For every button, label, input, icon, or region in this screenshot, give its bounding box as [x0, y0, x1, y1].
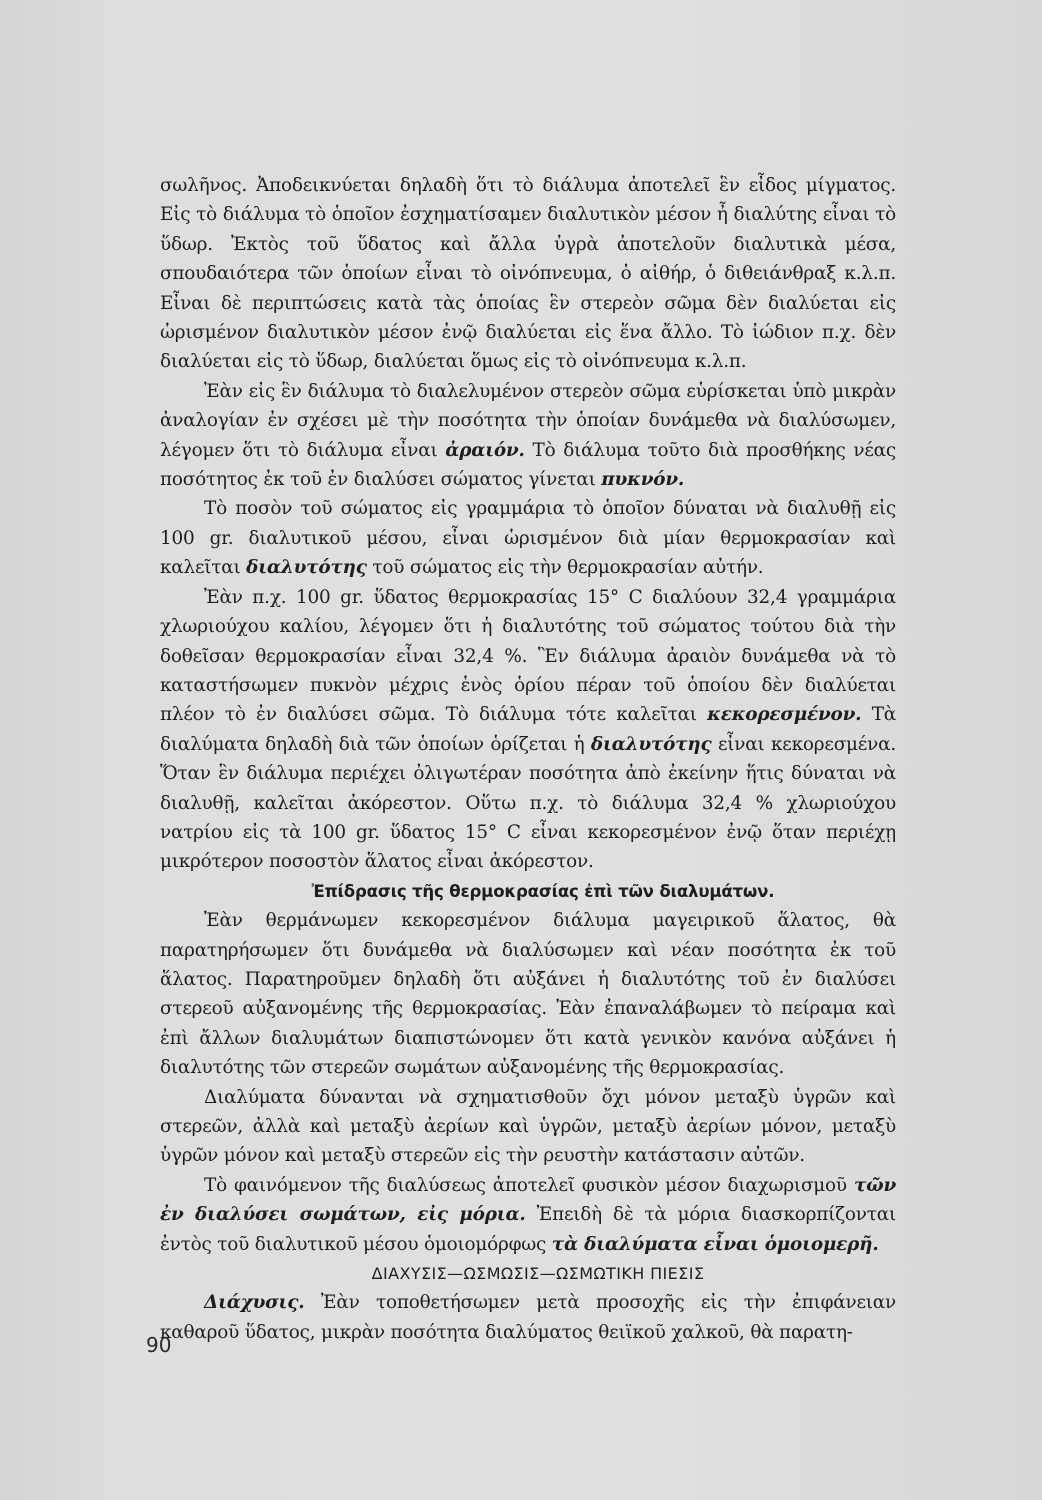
subsection-heading [160, 877, 896, 906]
paragraph [160, 583, 896, 877]
emphasized-term: πυκνόν. [601, 469, 685, 491]
emphasized-term: ἀραιόν. [445, 439, 525, 461]
page-number: 90 [146, 1333, 172, 1357]
emphasized-term: διαλυτότης [246, 557, 367, 579]
section-heading [160, 1259, 896, 1288]
emphasized-term: τὰ διαλύματα εἶναι ὁμοιομερῆ. [551, 1233, 879, 1255]
text-run: ΔΙΑΧΥΣΙΣ—ΩΣΜΩΣΙΣ—ΩΣΜΩΤΙΚΗ ΠΙΕΣΙΣ [371, 1264, 705, 1284]
paragraph [160, 906, 896, 1082]
body-text [160, 171, 896, 1347]
paragraph [160, 1288, 896, 1347]
paragraph [160, 1083, 896, 1171]
text-run: Τὸ διάλυμα τοῦτο διὰ προσθήκης νέας ποσότητος ἐκ τοῦ ἐν διαλύσει σώματος γίνεται [160, 439, 896, 491]
text-run: Διαλύματα δύνανται νὰ σχηματισθοῦν ὄχι μόνον μεταξὺ ὑγρῶν καὶ στερεῶν, ἀλλὰ καὶ μεταξὺ ἀερίων καὶ ὑγρῶν, μεταξὺ ἀερίων μόνον, μεταξὺ ὑγρῶν μόνον καὶ μεταξὺ στερεῶν εἰς τὴν ρευστὴν κατάστασιν αὐτῶν. [160, 1086, 896, 1167]
emphasized-term: τῶν ἐν διαλύσει σωμάτων, εἰς μόρια. [160, 1174, 896, 1226]
emphasized-term: κεκορεσμένον. [707, 704, 862, 726]
text-run: τοῦ σώματος εἰς τὴν θερμοκρασίαν αὐτήν. [366, 557, 764, 579]
text-run: Ἐπειδὴ δὲ τὰ μόρια διασκορπίζονται ἐντὸς τοῦ διαλυτικοῦ μέσου ὁμοιομόρφως [160, 1204, 896, 1255]
paragraph [160, 171, 896, 377]
text-run: Ἐὰν τοποθετήσωμεν μετὰ προσοχῆς εἰς τὴν ἐπιφάνειαν καθαροῦ ὕδατος, μικρὰν ποσότητα διαλύματος θειϊκοῦ χαλκοῦ, θὰ παρατη- [160, 1292, 896, 1343]
text-run: εἶναι κεκορεσμένα. Ὅταν ἓν διάλυμα περιέχει ὀλιγωτέραν ποσότητα ἀπὸ ἐκείνην ἥτις δύναται νὰ διαλυθῇ, καλεῖται ἀκόρεστον. Οὕτω π.χ. τὸ διάλυμα 32,4 % χλωριούχου νατρίου εἰς τὰ 100 gr. ὕδατος 15° C εἶναι κεκορεσμένον ἐνῷ ὅταν περιέχῃ μικρότερον ποσοστὸν ἅλατος εἶναι ἀκόρεστον. [160, 733, 896, 873]
text-run: Ἐὰν εἰς ἓν διάλυμα τὸ διαλελυμένον στερεὸν σῶμα εὑρίσκεται ὑπὸ μικρὰν ἀναλογίαν ἐν σχέσει μὲ τὴν ποσότητα τὴν ὁποίαν δυνάμεθα νὰ διαλύσωμεν, λέγομεν ὅτι τὸ διάλυμα εἶναι [160, 380, 896, 461]
emphasized-term: διαλυτότης [590, 733, 712, 755]
text-run: Τὸ φαινόμενον τῆς διαλύσεως ἀποτελεῖ φυσικὸν μέσον διαχωρισμοῦ [204, 1174, 854, 1196]
emphasized-term: Διάχυσις. [204, 1292, 305, 1314]
text-run: Ἐὰν π.χ. 100 gr. ὕδατος θερμοκρασίας 15° C διαλύουν 32,4 γραμμάρια χλωριούχου καλίου, λέγομεν ὅτι ἡ διαλυτότης τοῦ σώματος τούτου διὰ τὴν δοθεῖσαν θερμοκρασίαν εἶναι 32,4 %. Ἓν διάλυμα ἀραιὸν δυνάμεθα νὰ τὸ καταστήσωμεν πυκνὸν μέχρις ἑνὸς ὁρίου πέραν τοῦ ὁποίου δὲν διαλύεται πλέον τὸ ἐν διαλύσει σῶμα. Τὸ διάλυμα τότε καλεῖται [160, 586, 896, 726]
paragraph [160, 1171, 896, 1259]
text-run: Τὰ διαλύματα δηλαδὴ διὰ τῶν ὁποίων ὁρίζεται ἡ [160, 704, 896, 755]
text-run: Τὸ ποσὸν τοῦ σώματος εἰς γραμμάρια τὸ ὁποῖον δύναται νὰ διαλυθῇ εἰς 100 gr. διαλυτικοῦ μέσου, εἶναι ὡρισμένον διὰ μίαν θερμοκρασίαν καὶ καλεῖται [160, 498, 896, 579]
text-run: Ἐπίδρασις τῆς θερμοκρασίας ἐπὶ τῶν διαλυμάτων. [311, 881, 775, 901]
text-run: Ἐὰν θερμάνωμεν κεκορεσμένον διάλυμα μαγειρικοῦ ἅλατος, θὰ παρατηρήσωμεν ὅτι δυνάμεθα νὰ διαλύσωμεν καὶ νέαν ποσότητα ἐκ τοῦ ἅλατος. Παρατηροῦμεν δηλαδὴ ὅτι αὐξάνει ἡ διαλυτότης τοῦ ἐν διαλύσει στερεοῦ αὐξανομένης τῆς θερμοκρασίας. Ἐὰν ἐπαναλάβωμεν τὸ πείραμα καὶ ἐπὶ ἄλλων διαλυμάτων διαπιστώνομεν ὅτι κατὰ γενικὸν κανόνα αὐξάνει ἡ διαλυτότης τῶν στερεῶν σωμάτων αὐξανομένης τῆς θερμοκρασίας. [160, 910, 896, 1079]
paragraph [160, 377, 896, 495]
paragraph [160, 494, 896, 582]
text-run: σωλῆνος. Ἀποδεικνύεται δηλαδὴ ὅτι τὸ διάλυμα ἀποτελεῖ ἓν εἶδος μίγματος. Εἰς τὸ διάλυμα τὸ ὁποῖον ἐσχηματίσαμεν διαλυτικὸν μέσον ἦ διαλύτης εἶναι τὸ ὕδωρ. Ἐκτὸς τοῦ ὕδατος καὶ ἄλλα ὑγρὰ ἀποτελοῦν διαλυτικὰ μέσα, σπουδαιότερα τῶν ὁποίων εἶναι τὸ οἰνόπνευμα, ὁ αἰθήρ, ὁ διθειάνθραξ κ.λ.π. Εἶναι δὲ περιπτώσεις κατὰ τὰς ὁποίας ἓν στερεὸν σῶμα δὲν διαλύεται εἰς ὡρισμένον διαλυτικὸν μέσον ἐνῷ διαλύεται εἰς ἕνα ἄλλο. Τὸ ἰώδιον π.χ. δὲν διαλύεται εἰς τὸ ὕδωρ, διαλύεται ὅμως εἰς τὸ οἰνόπνευμα κ.λ.π. [160, 175, 896, 373]
